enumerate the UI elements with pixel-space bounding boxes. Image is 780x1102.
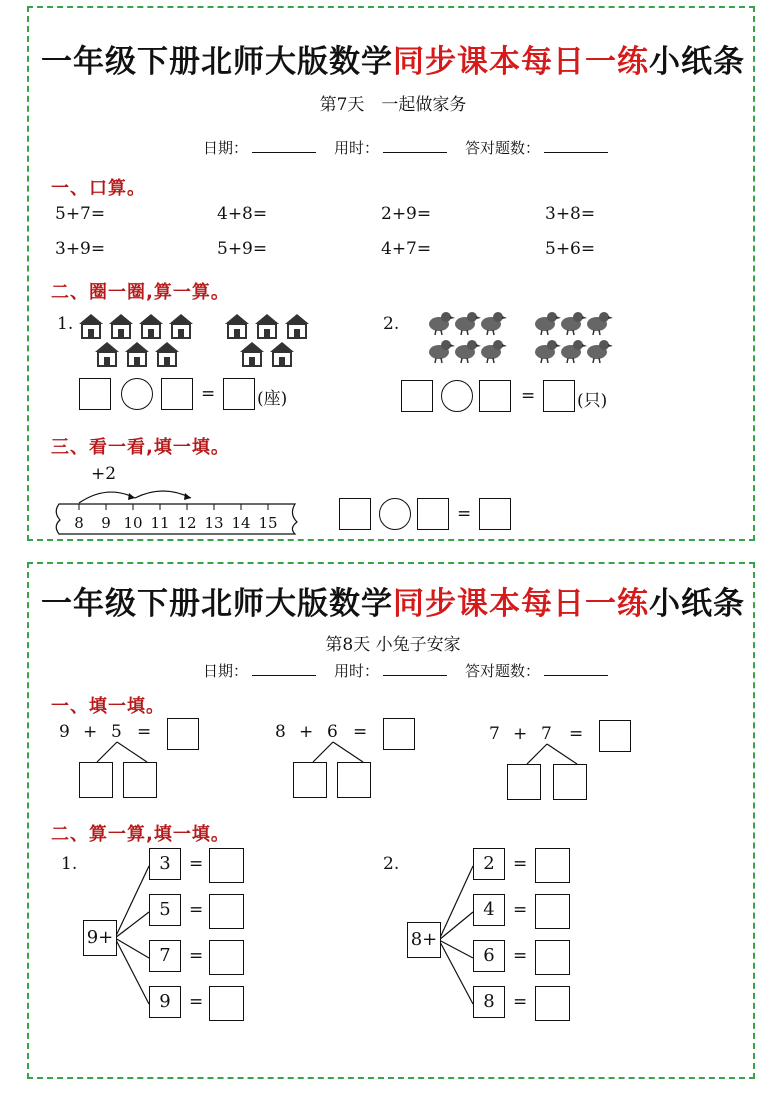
addend: 7 <box>489 724 500 744</box>
addend-box: 2 <box>473 848 505 880</box>
question-number: 2. <box>383 314 400 334</box>
addend-box: 9 <box>149 986 181 1018</box>
houses-illustration <box>75 308 325 370</box>
date-blank[interactable] <box>252 138 316 153</box>
equals-sign: = <box>189 900 204 920</box>
ruler-tick: 13 <box>204 514 224 532</box>
answer-box[interactable] <box>535 848 570 883</box>
count-blank[interactable] <box>544 138 608 153</box>
addend-box: 4 <box>473 894 505 926</box>
question-number: 1. <box>61 854 78 874</box>
split-box[interactable] <box>553 764 587 800</box>
addend-box: 3 <box>149 848 181 880</box>
day-subtitle: 第8天 小兔子安家 <box>325 635 461 655</box>
equals-sign: = <box>457 504 472 524</box>
split-box[interactable] <box>337 762 371 798</box>
birds-illustration <box>423 308 613 368</box>
equals-sign: = <box>513 992 528 1012</box>
answer-box[interactable] <box>167 718 199 750</box>
plus-sign: + <box>299 722 314 742</box>
section-circle-count: 二、圈一圈,算一算。 <box>51 282 230 303</box>
calc-item[interactable]: 3+9= <box>55 239 106 259</box>
operator-circle[interactable] <box>441 380 473 412</box>
calc-item[interactable]: 4+7= <box>381 239 432 259</box>
ruler-tick: 12 <box>177 514 197 532</box>
calc-item[interactable]: 4+8= <box>217 204 268 224</box>
ruler-tick: 10 <box>123 514 143 532</box>
split-box[interactable] <box>123 762 157 798</box>
equals-sign: = <box>353 722 368 742</box>
split-lines <box>77 740 167 764</box>
answer-box[interactable] <box>535 986 570 1021</box>
equals-sign: = <box>137 722 152 742</box>
info-row: 日期： 用时： 答对题数： <box>203 137 626 158</box>
question-number: 1. <box>57 314 74 334</box>
answer-box[interactable] <box>543 380 575 412</box>
equals-sign: = <box>513 946 528 966</box>
ruler-tick: 15 <box>258 514 278 532</box>
calc-item[interactable]: 5+6= <box>545 239 596 259</box>
answer-box[interactable] <box>209 986 244 1021</box>
answer-box[interactable] <box>479 498 511 530</box>
addend-box: 6 <box>473 940 505 972</box>
answer-box[interactable] <box>401 380 433 412</box>
answer-box[interactable] <box>223 378 255 410</box>
addend: 5 <box>111 722 122 742</box>
addend-box: 7 <box>149 940 181 972</box>
answer-box[interactable] <box>479 380 511 412</box>
addend-box: 5 <box>149 894 181 926</box>
calc-item[interactable]: 3+8= <box>545 204 596 224</box>
number-ruler <box>49 478 299 538</box>
worksheet-day8 <box>27 562 755 1079</box>
base-box: 9+ <box>83 920 117 956</box>
equals-sign: = <box>521 386 536 406</box>
answer-box[interactable] <box>535 940 570 975</box>
jump-label: +2 <box>91 464 117 484</box>
time-blank[interactable] <box>383 138 447 153</box>
split-box[interactable] <box>79 762 113 798</box>
addend-box: 8 <box>473 986 505 1018</box>
answer-box[interactable] <box>209 848 244 883</box>
worksheet-title: 一年级下册北师大版数学同步课本每日一练小纸条 <box>41 586 745 622</box>
calc-item[interactable]: 5+9= <box>217 239 268 259</box>
addend: 7 <box>541 724 552 744</box>
equals-sign: = <box>569 724 584 744</box>
equals-sign: = <box>513 900 528 920</box>
answer-box[interactable] <box>209 940 244 975</box>
ruler-tick: 8 <box>74 514 84 532</box>
answer-box[interactable] <box>161 378 193 410</box>
answer-box[interactable] <box>599 720 631 752</box>
date-blank[interactable] <box>252 661 316 676</box>
plus-sign: + <box>513 724 528 744</box>
split-lines <box>507 742 597 766</box>
calc-item[interactable]: 2+9= <box>381 204 432 224</box>
split-box[interactable] <box>507 764 541 800</box>
base-box: 8+ <box>407 922 441 958</box>
answer-box[interactable] <box>79 378 111 410</box>
unit-label: (只) <box>577 391 608 411</box>
operator-circle[interactable] <box>379 498 411 530</box>
section-fill: 一、填一填。 <box>51 696 165 717</box>
unit-label: (座) <box>257 389 288 409</box>
plus-sign: + <box>83 722 98 742</box>
equals-sign: = <box>201 384 216 404</box>
answer-box[interactable] <box>535 894 570 929</box>
answer-box[interactable] <box>383 718 415 750</box>
addend: 9 <box>59 722 70 742</box>
question-number: 2. <box>383 854 400 874</box>
day-subtitle: 第7天 一起做家务 <box>319 95 467 115</box>
worksheet-title: 一年级下册北师大版数学同步课本每日一练小纸条 <box>41 44 745 80</box>
addend: 8 <box>275 722 286 742</box>
addend: 6 <box>327 722 338 742</box>
answer-box[interactable] <box>417 498 449 530</box>
time-blank[interactable] <box>383 661 447 676</box>
section-look-fill: 三、看一看,填一填。 <box>51 437 230 458</box>
section-calc-fill: 二、算一算,填一填。 <box>51 824 230 845</box>
operator-circle[interactable] <box>121 378 153 410</box>
split-lines <box>293 740 383 764</box>
ruler-tick: 9 <box>101 514 111 532</box>
ruler-tick: 14 <box>231 514 251 532</box>
count-blank[interactable] <box>544 661 608 676</box>
calc-item[interactable]: 5+7= <box>55 204 106 224</box>
equals-sign: = <box>513 854 528 874</box>
equals-sign: = <box>189 946 204 966</box>
section-oral-calc: 一、口算。 <box>51 178 146 199</box>
answer-box[interactable] <box>339 498 371 530</box>
info-row: 日期： 用时： 答对题数： <box>203 660 626 681</box>
worksheet-day7 <box>27 6 755 541</box>
equals-sign: = <box>189 854 204 874</box>
equals-sign: = <box>189 992 204 1012</box>
split-box[interactable] <box>293 762 327 798</box>
ruler-tick: 11 <box>150 514 170 532</box>
answer-box[interactable] <box>209 894 244 929</box>
